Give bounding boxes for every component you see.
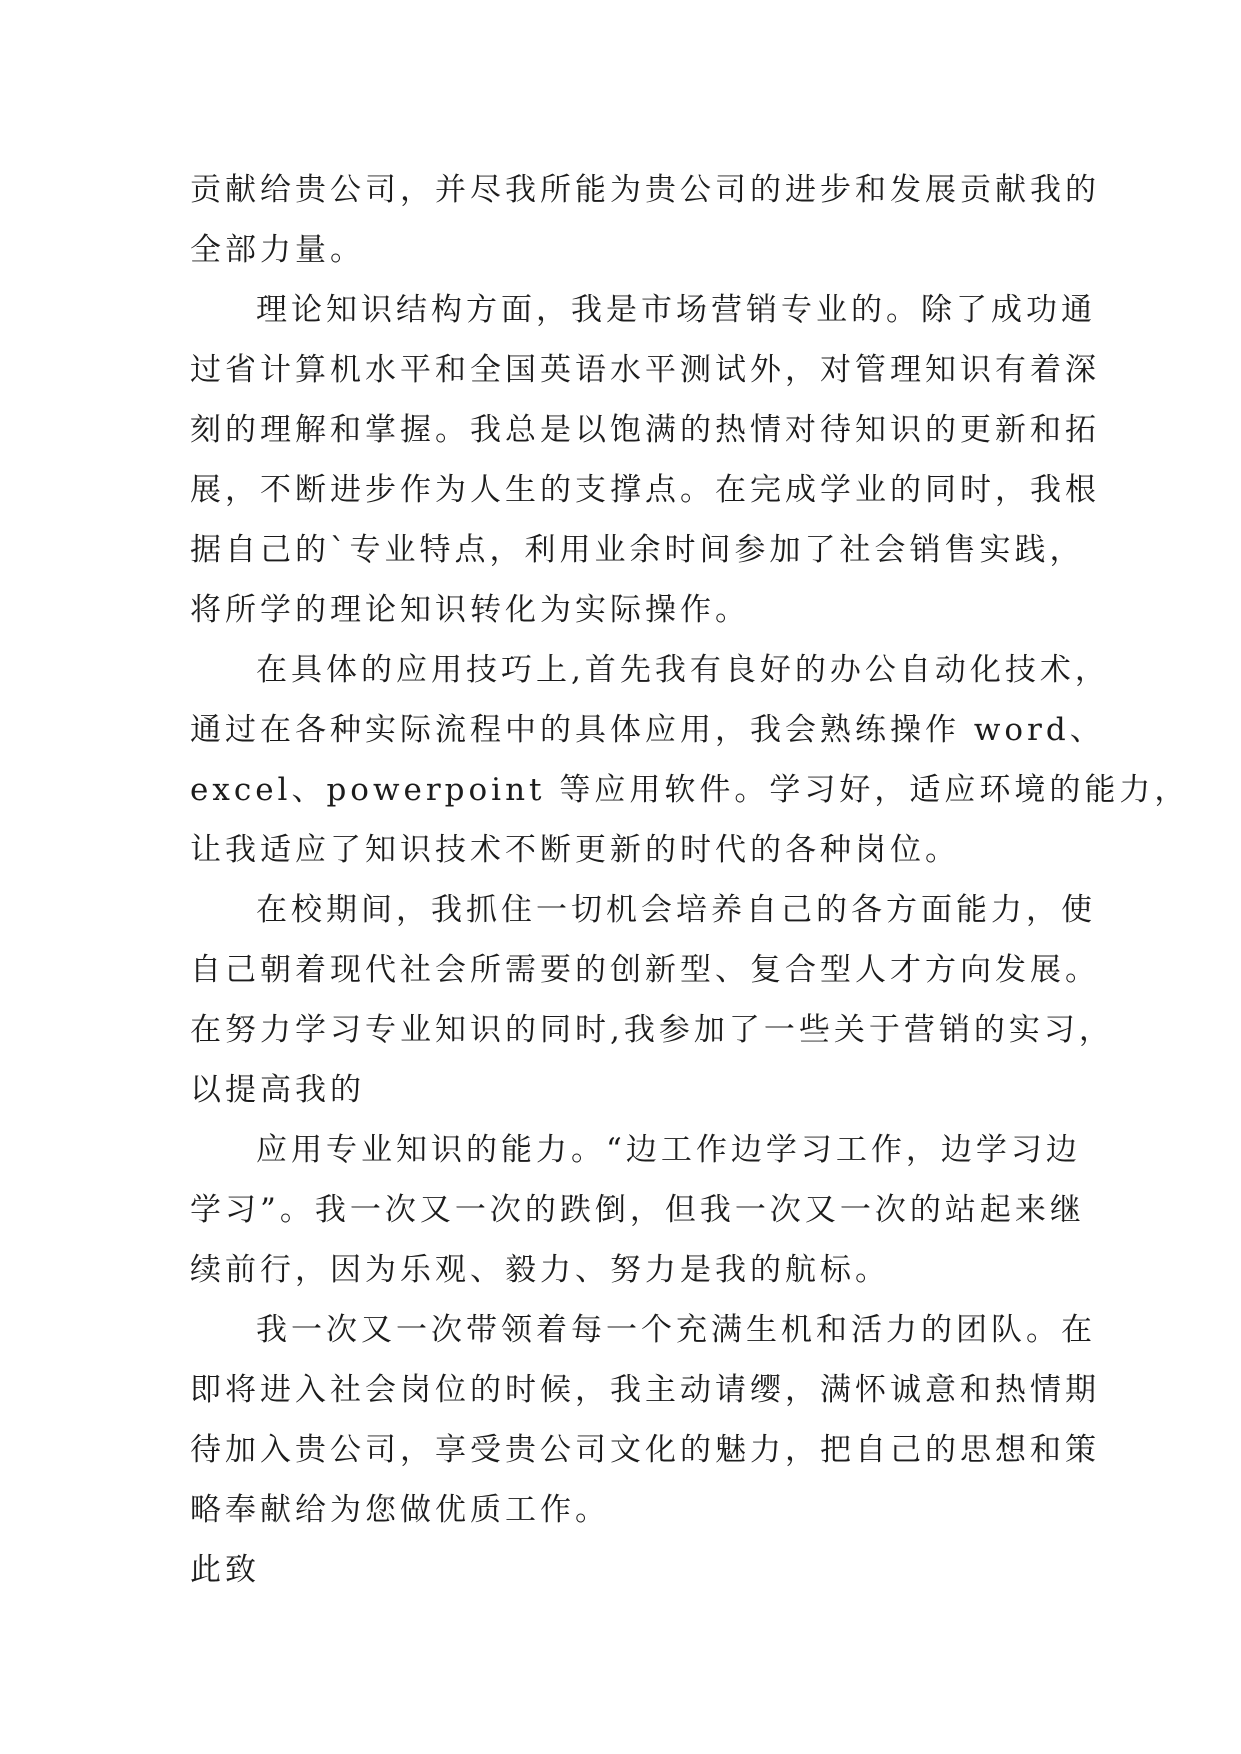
paragraph-start-line: 理论知识结构方面，我是市场营销专业的。除了成功通 [256, 292, 1096, 328]
text-line: 展，不断进步作为人生的支撑点。在完成学业的同时，我根 [190, 472, 1100, 508]
text-line: 学习”。我一次又一次的跌倒，但我一次又一次的站起来继 [190, 1192, 1085, 1228]
paragraph-start-line: 在校期间，我抓住一切机会培养自己的各方面能力，使 [256, 892, 1096, 928]
text-line: 据自己的`专业特点，利用业余时间参加了社会销售实践， [190, 532, 1085, 568]
text-line: 刻的理解和掌握。我总是以饱满的热情对待知识的更新和拓 [190, 412, 1100, 448]
text-line: 过省计算机水平和全国英语水平测试外，对管理知识有着深 [190, 352, 1100, 388]
paragraph-start-line: 在具体的应用技巧上,首先我有良好的办公自动化技术， [256, 652, 1110, 688]
text-line: 通过在各种实际流程中的具体应用，我会熟练操作 word、 [190, 712, 1105, 748]
closing-salutation: 此致 [190, 1552, 260, 1588]
text-line: 待加入贵公司，享受贵公司文化的魅力，把自己的思想和策 [190, 1432, 1100, 1468]
text-line: 让我适应了知识技术不断更新的时代的各种岗位。 [190, 832, 960, 868]
text-line: 续前行，因为乐观、毅力、努力是我的航标。 [190, 1252, 890, 1288]
text-line: 自己朝着现代社会所需要的创新型、复合型人才方向发展。 [190, 952, 1100, 988]
text-line: 将所学的理论知识转化为实际操作。 [190, 592, 750, 628]
letter-body [190, 160, 1190, 1600]
paragraph-start-line: 应用专业知识的能力。“边工作边学习工作，边学习边 [256, 1132, 1081, 1168]
text-line: excel、powerpoint 等应用软件。学习好，适应环境的能力， [190, 772, 1190, 808]
text-line: 全部力量。 [190, 232, 365, 268]
text-line: 贡献给贵公司，并尽我所能为贵公司的进步和发展贡献我的 [190, 172, 1100, 208]
text-line: 以提高我的 [190, 1072, 365, 1108]
text-line: 在努力学习专业知识的同时,我参加了一些关于营销的实习， [190, 1012, 1114, 1048]
text-line: 即将进入社会岗位的时候，我主动请缨，满怀诚意和热情期 [190, 1372, 1100, 1408]
text-line: 略奉献给为您做优质工作。 [190, 1492, 610, 1528]
paragraph-start-line: 我一次又一次带领着每一个充满生机和活力的团队。在 [256, 1312, 1096, 1348]
